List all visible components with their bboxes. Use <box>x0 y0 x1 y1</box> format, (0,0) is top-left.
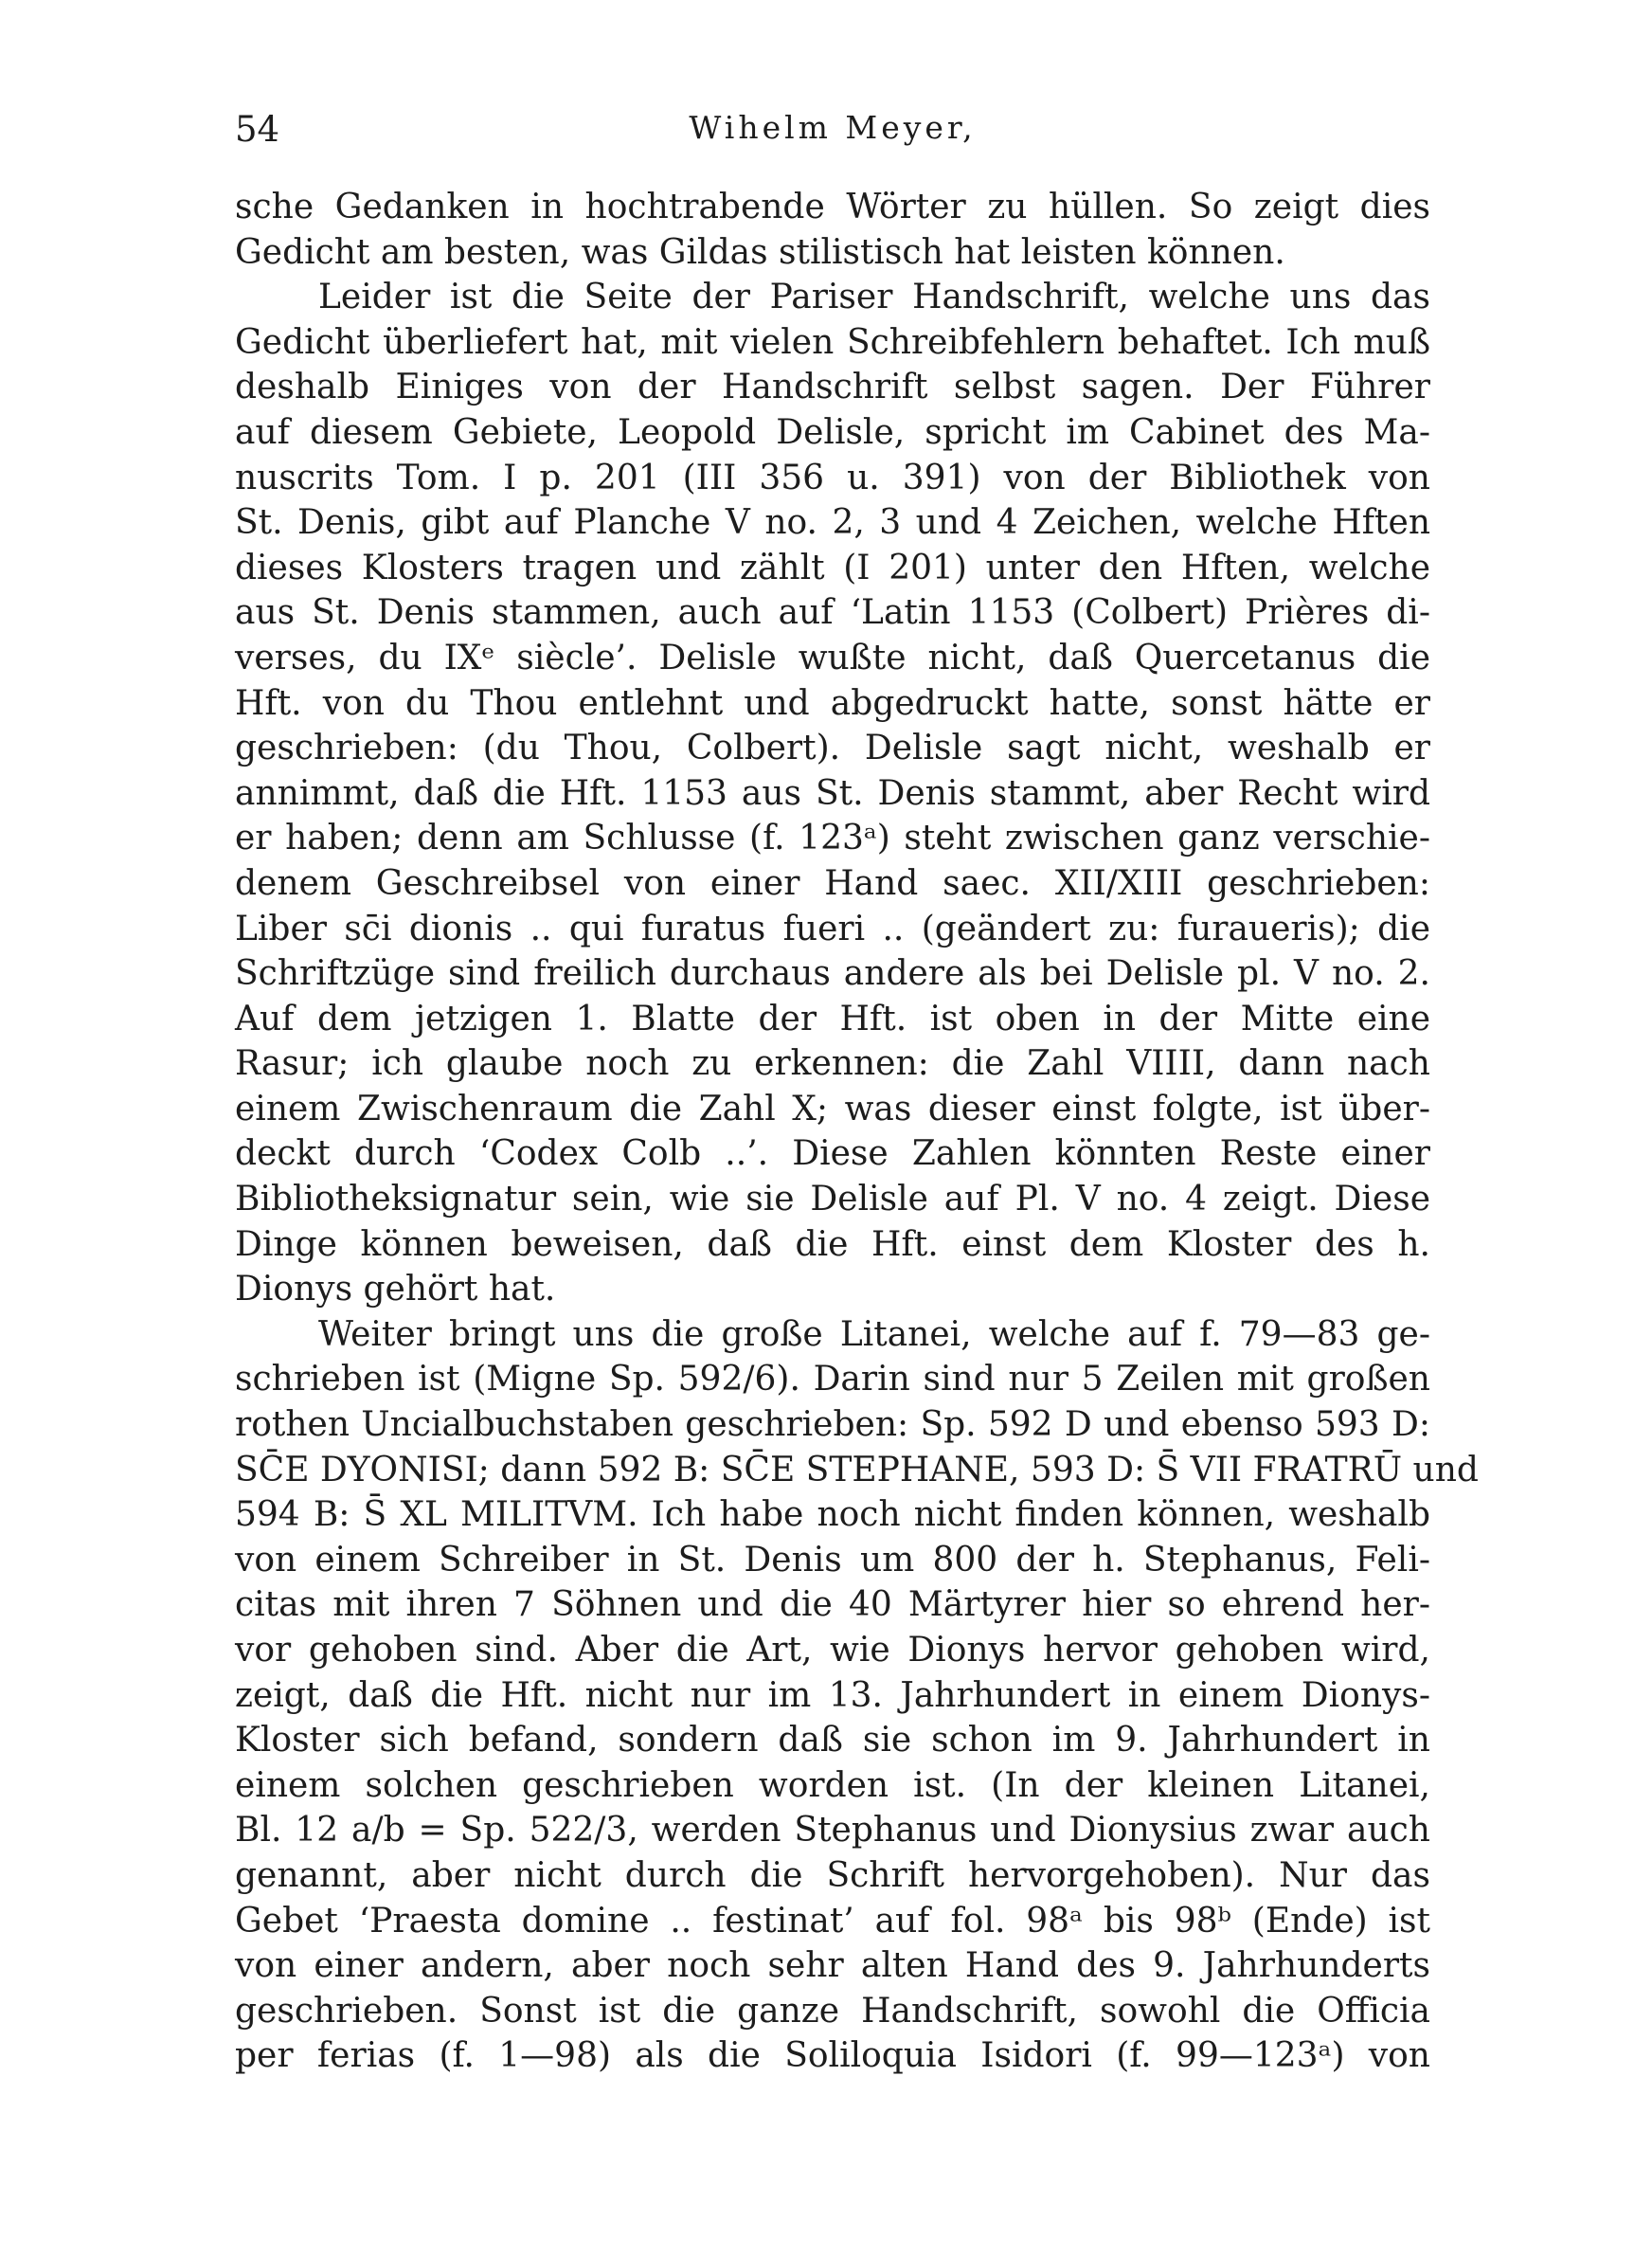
text-line: geschrieben: (du Thou, Colbert). Delisle sagt nicht, weshalb er <box>235 729 1430 768</box>
text-line: Liber sc̄i dionis .. qui furatus fueri .. (geändert zu: furaueris); die <box>235 909 1430 948</box>
text-line: genannt, aber nicht durch die Schrift hervorgehoben). Nur das <box>235 1855 1430 1895</box>
text-line: Gedicht überliefert hat, mit vielen Schreibfehlern behaftet. Ich muß <box>235 322 1430 362</box>
text-line: denem Geschreibsel von einer Hand saec. XII/XIII geschrieben: <box>235 863 1430 903</box>
text-line: Bl. 12 a/b = Sp. 522/3, werden Stephanus und Dionysius zwar auch <box>235 1811 1430 1851</box>
text-line: SC̄E DYONISI; dann 592 B: SC̄E STEPHANE, 593 D: S̄ VII FRATRŪ und <box>235 1450 1479 1490</box>
text-line: Dinge können beweisen, daß die Hft. einst dem Kloster des h. <box>235 1224 1430 1264</box>
text-line: rothen Uncialbuchstaben geschrieben: Sp. 592 D und ebenso 593 D: <box>235 1405 1430 1445</box>
text-line: 594 B: S̄ XL MILITVM. Ich habe noch nicht finden können, weshalb <box>235 1495 1430 1535</box>
text-line: citas mit ihren 7 Söhnen und die 40 Märtyrer hier so ehrend her- <box>235 1585 1430 1625</box>
text-line: Bibliotheksignatur sein, wie sie Delisle auf Pl. V no. 4 zeigt. Diese <box>235 1180 1430 1219</box>
paragraph-start-line: Weiter bringt uns die große Litanei, welche auf f. 79—83 ge- <box>318 1314 1430 1354</box>
text-line: Kloster sich befand, sondern daß sie schon im 9. Jahrhundert in <box>235 1721 1430 1760</box>
text-line: sche Gedanken in hochtrabende Wörter zu hüllen. So zeigt dies <box>235 188 1430 226</box>
page-number: 54 <box>235 109 280 150</box>
paragraph-start-line: Leider ist die Seite der Pariser Handschrift, welche uns das <box>318 278 1430 317</box>
text-line: verses, du IXᵉ siècle’. Delisle wußte nicht, daß Quercetanus die <box>235 638 1430 677</box>
text-line: deshalb Einiges von der Handschrift selbst sagen. Der Führer <box>235 368 1430 407</box>
text-line: annimmt, daß die Hft. 1153 aus St. Denis stammt, aber Recht wird <box>235 773 1430 813</box>
text-line: Hft. von du Thou entlehnt und abgedruckt hatte, sonst hätte er <box>235 683 1430 723</box>
text-line: Gebet ‘Praesta domine .. festinat’ auf fol. 98ᵃ bis 98ᵇ (Ende) ist <box>235 1901 1430 1941</box>
text-line: er haben; denn am Schlusse (f. 123ᵃ) steht zwischen ganz verschie- <box>235 819 1430 858</box>
text-line: Gedicht am besten, was Gildas stilistisch hat leisten können. <box>235 232 1285 272</box>
text-line: aus St. Denis stammen, auch auf ‘Latin 1153 (Colbert) Prières di- <box>235 593 1430 633</box>
text-line: Rasur; ich glaube noch zu erkennen: die Zahl VIIII, dann nach <box>235 1044 1430 1084</box>
text-line: von einer andern, aber noch sehr alten Hand des 9. Jahrhunderts <box>235 1946 1430 1986</box>
text-line: Schriftzüge sind freilich durchaus andere als bei Delisle pl. V no. 2. <box>235 954 1430 994</box>
page-header <box>235 109 1430 166</box>
text-line: auf diesem Gebiete, Leopold Delisle, spricht im Cabinet des Ma- <box>235 412 1430 452</box>
text-line: Auf dem jetzigen 1. Blatte der Hft. ist oben in der Mitte eine <box>235 999 1430 1038</box>
body-text <box>235 185 1479 2079</box>
running-head: Wihelm Meyer, <box>689 109 977 146</box>
text-line: einem solchen geschrieben worden ist. (In der kleinen Litanei, <box>235 1765 1430 1805</box>
text-line: per ferias (f. 1—98) als die Soliloquia Isidori (f. 99—123ᵃ) von <box>235 2036 1430 2076</box>
text-line: einem Zwischenraum die Zahl X; was dieser einst folgte, ist über- <box>235 1089 1430 1128</box>
text-line: schrieben ist (Migne Sp. 592/6). Darin sind nur 5 Zeilen mit großen <box>235 1360 1430 1399</box>
text-line: St. Denis, gibt auf Planche V no. 2, 3 und 4 Zeichen, welche Hften <box>235 503 1430 543</box>
text-line: von einem Schreiber in St. Denis um 800 der h. Stephanus, Feli- <box>235 1540 1430 1580</box>
text-line: nuscrits Tom. I p. 201 (III 356 u. 391) von der Bibliothek von <box>235 458 1430 497</box>
text-line: zeigt, daß die Hft. nicht nur im 13. Jahrhundert in einem Dionys- <box>235 1675 1430 1715</box>
text-line: Dionys gehört hat. <box>235 1270 556 1309</box>
text-line: vor gehoben sind. Aber die Art, wie Dionys hervor gehoben wird, <box>235 1631 1430 1670</box>
text-line: dieses Klosters tragen und zählt (I 201) unter den Hften, welche <box>235 548 1430 587</box>
text-line: geschrieben. Sonst ist die ganze Handschrift, sowohl die Officia <box>235 1991 1430 2031</box>
text-line: deckt durch ‘Codex Colb ..’. Diese Zahlen könnten Reste einer <box>235 1134 1430 1174</box>
